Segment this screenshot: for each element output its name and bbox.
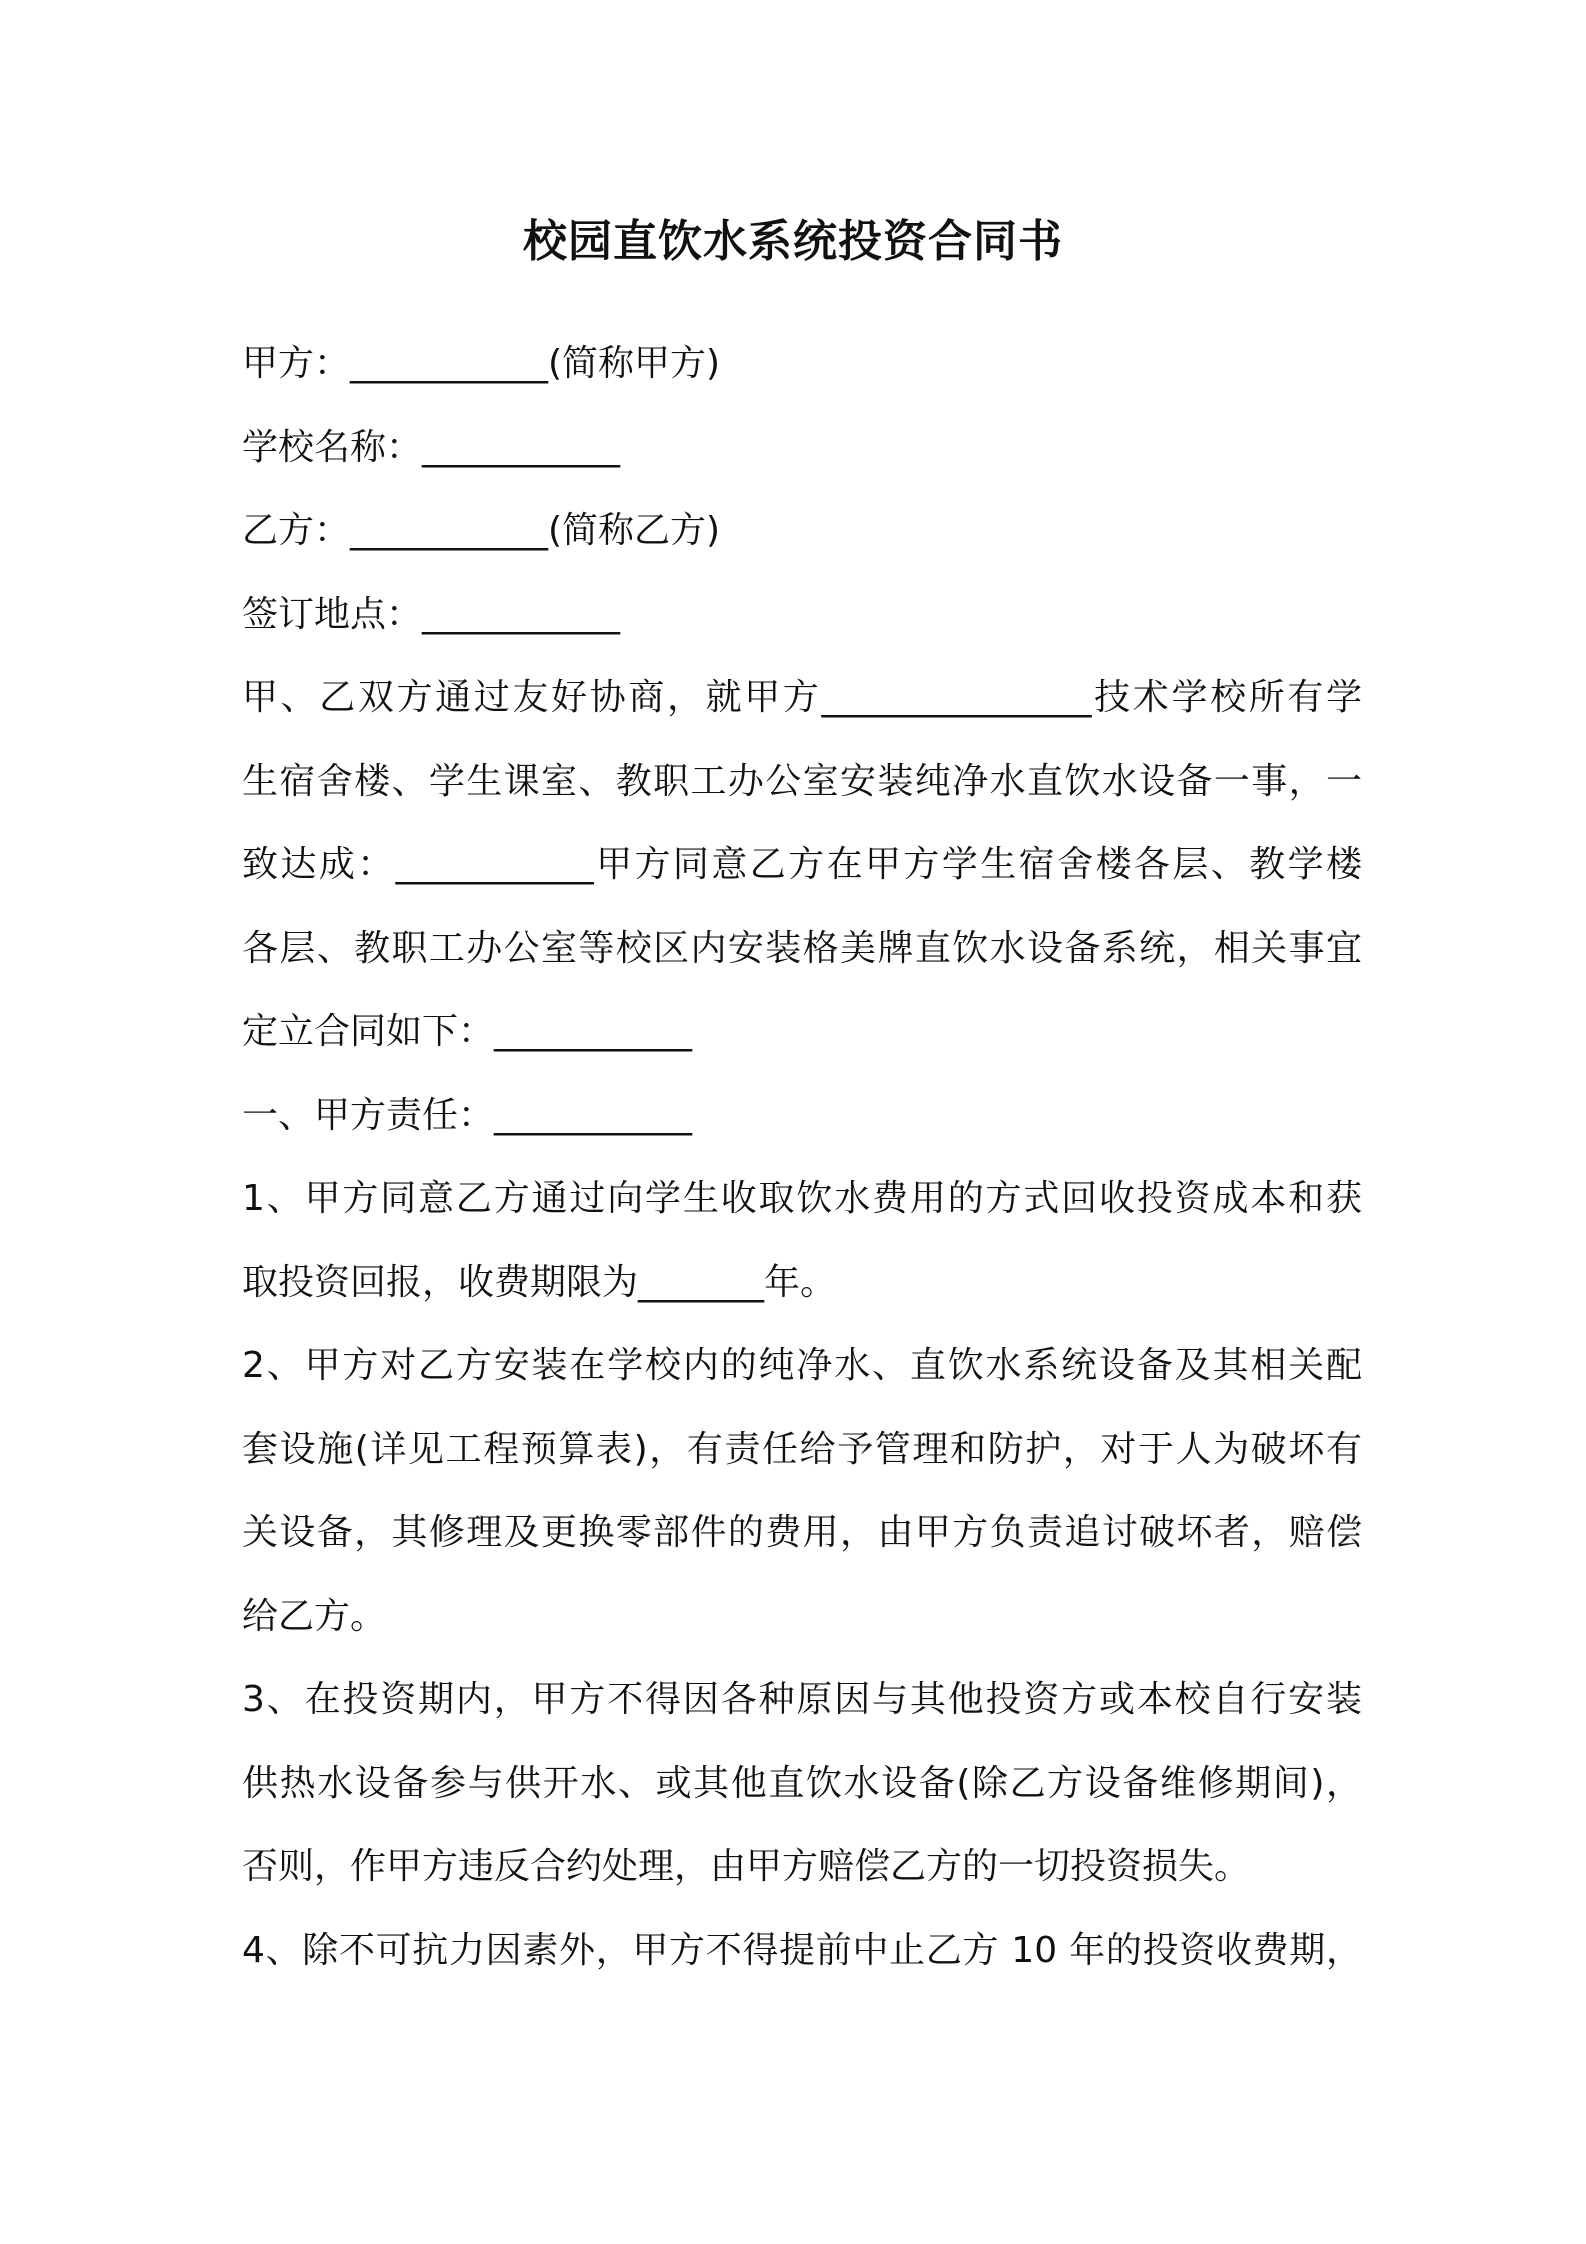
clause-line: 否则，作甲方违反合约处理，由甲方赔偿乙方的一切投资损失。 (242, 1846, 1251, 1887)
paragraph-line: 甲、乙双方通过友好协商，就甲方_______________技术学校所有学 (242, 677, 1362, 718)
clause-line: 给乙方。 (242, 1595, 387, 1637)
paragraph-line: 定立合同如下：___________ (242, 1011, 693, 1052)
paragraph-line: 生宿舍楼、学生课室、教职工办公室安装纯净水直饮水设备一事，一 (242, 760, 1362, 802)
signing-place-line: 签订地点：___________ (242, 593, 621, 635)
clause-line: 套设施(详见工程预算表)，有责任给予管理和防护，对于人为破坏有 (242, 1428, 1362, 1470)
clause-line: 1、甲方同意乙方通过向学生收取饮水费用的方式回收投资成本和获 (242, 1178, 1362, 1219)
clause-line: 供热水设备参与供开水、或其他直饮水设备(除乙方设备维修期间)， (242, 1762, 1362, 1804)
section-heading: 一、甲方责任：___________ (242, 1094, 693, 1136)
clause-line: 取投资回报，收费期限为_______年。 (242, 1261, 837, 1303)
paragraph-line: 各层、教职工办公室等校区内安装格美牌直饮水设备系统，相关事宜 (242, 927, 1362, 969)
party-b-line: 乙方：___________(简称乙方) (242, 510, 721, 551)
document-body (242, 322, 1362, 1992)
party-a-line: 甲方：___________(简称甲方) (242, 343, 721, 384)
clause-line: 3、在投资期内，甲方不得因各种原因与其他投资方或本校自行安装 (242, 1679, 1362, 1720)
clause-line: 2、甲方对乙方安装在学校内的纯净水、直饮水系统设备及其相关配 (242, 1345, 1362, 1386)
paragraph-line: 致达成：___________甲方同意乙方在甲方学生宿舍楼各层、教学楼 (242, 844, 1362, 885)
clause-line: 关设备，其修理及更换零部件的费用，由甲方负责追讨破坏者，赔偿 (242, 1512, 1362, 1553)
school-name-line: 学校名称：___________ (242, 426, 621, 468)
clause-line: 4、除不可抗力因素外，甲方不得提前中止乙方 10 年的投资收费期， (242, 1929, 1362, 1971)
document-title: 校园直饮水系统投资合同书 (523, 216, 1063, 267)
